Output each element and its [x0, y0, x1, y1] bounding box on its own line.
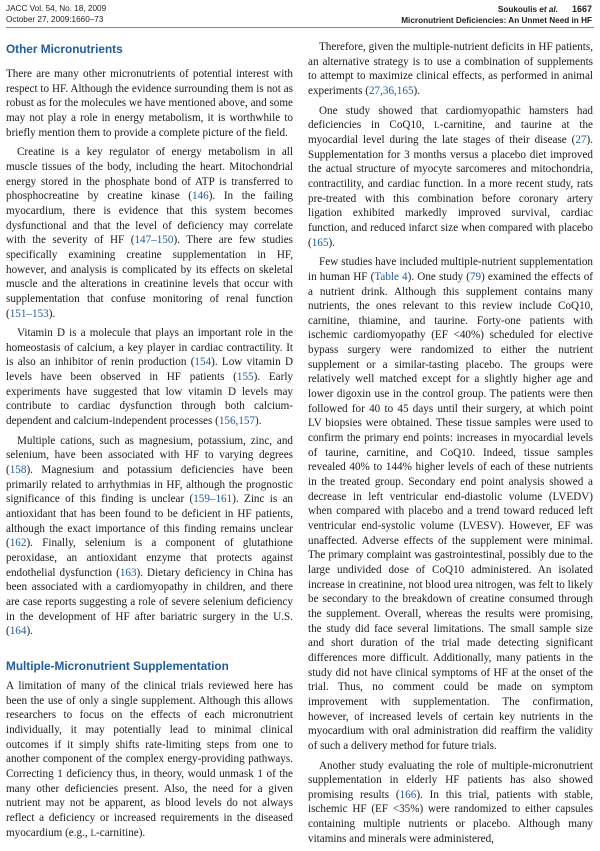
paragraph-cations: Multiple cations, such as magnesium, potassium, zinc, and selenium, have been associated with HF to varying degrees (158). Magnesium and potassium deficiencies have been primarily related to arrhythmias in HF, although the prognostic significance of this finding is unclear (159–161). Zinc is an antioxidant that has been found to be deficient in HF patients, although the exact importance of this finding remains unclear (162). Finally, selenium is a component of glutathione peroxidase, an antioxidant enzyme that protects against endothelial dysfunction (163). Dietary deficiency in China has been associated with a cardiomyopathy in children, and there are case reports suggesting a role of severe selenium deficiency in the development of HF after bariatric surgery in the U.S. (164). — [6, 434, 294, 638]
journal-citation — [6, 4, 106, 25]
paragraph-elderly-study: Another study evaluating the role of multiple-micronutrient supplementation in elderly HF patients has also showed promising results (166). In this trial, patients with stable, ischemic HF (EF <35%) were randomized to either capsules containing multiple nutrients or placebo. Although many vitamins and minerals were administered, — [308, 759, 593, 845]
reference-link[interactable]: 154 — [194, 356, 212, 369]
paragraph-vitamin-d: Vitamin D is a molecule that plays an important role in the homeostasis of calcium, a key player in cardiac contractility. It is also an inhibitor of renin production (154). Low vitamin D levels have been observed in HF patients (155). Early experiments have suggested that low vitamin D levels may contribute to cardiac dysfunction through both calcium-dependent and calcium-independent processes (156,157). — [6, 327, 293, 428]
page-number: 1667 — [571, 4, 592, 14]
section-heading-multiple-micronutrient: Multiple-Micronutrient Supplementation — [6, 658, 229, 673]
paragraph-human-studies: Few studies have included multiple-nutrient supplementation in human HF (Table 4). One study (79) examined the effects of a nutrient drink. Although this supplement contains many nutrients, the ones relevant to this review include CoQ10, carnitine, thiamine, and taurine. Forty-one patients with ischemic cardiomyopathy (EF <40%) scheduled for elective bypass surgery were randomized to either the nutrient supplement or a similar-tasting placebo. The groups were relatively well matched except for a slightly higher age and lower digoxin use in the control group. The patients were then followed for 40 to 45 days until their surgery, at which point LV biopsies were obtained. These tissue samples were used to confirm the primary end points: increases in myocardial levels of taurine, carnitine, and CoQ10. Indeed, tissue samples revealed 40% to 144% higher levels of each of these nutrients in the treated group. Secondary end point analysis showed a decrease in left ventricular end-diastolic volume (LVEDV) when compared with placebo and a trend toward reduced left ventricular end-systolic volume (LVESV). However, EF was unaffected. Adverse effects of the supplement were minimal. The primary complaint was gastrointestinal, possibly due to the large undivided dose of CoQ10 administered. An isolated increase in creatinine, not blood urea nitrogen, was felt to likely be secondary to the breakdown of creatine consumed through the supplement. Overall, whereas the results were promising, the study did face several limitations. The small sample size and short duration of the trial made detecting significant differences more difficult. Additionally, many patients in the study did not have clinical symptoms of HF at the onset of the trial. Thus, no comment could be made on symptom improvement with supplementation. The confirmation, however, of increased levels of certain key nutrients in the myocardium with oral administration did reaffirm the validity of such a delivery method for future trials. — [308, 256, 594, 752]
header-authors-suffix: et al. — [537, 5, 558, 14]
running-title: Micronutrient Deficiencies: An Unmet Need in HF — [401, 15, 592, 25]
reference-link[interactable]: 151–153 — [9, 307, 49, 320]
journal-date-pages: October 27, 2009:1660–73 — [6, 14, 104, 24]
reference-link[interactable]: 164 — [9, 625, 27, 638]
paragraph-multi-intro: A limitation of many of the clinical trials reviewed here has been the use of only a single supplement. Although this allows researchers to focus on the effects of each micronutrient individually, it may potentially lead to minimal clinical outcomes if it simply shifts rate-limiting steps from one to another component of the complex energy-providing pathways. Correcting 1 deficiency thus, in theory, would unmask 1 of the many other deficiencies present. Also, the need for a given nutrient may not be apparent, as blood levels do not always reflect a deficiency or increased requirements in the diseased myocardium (e.g., L-carnitine). — [6, 679, 293, 839]
paragraph-multi-strategy: Therefore, given the multiple-nutrient deficits in HF patients, an alternative strategy is to use a combination of supplements to attempt to maximize clinical effects, as performed in animal experiments (27,36,165). — [308, 41, 593, 97]
header-authors: Soukoulis — [497, 5, 538, 14]
reference-link[interactable]: 165 — [311, 236, 329, 249]
reference-link[interactable]: 156,157 — [218, 415, 256, 428]
paragraph-hamster-study: One study showed that cardiomyopathic hamsters had deficiencies in CoQ10, L-carnitine, and taurine at the myocardial level during the late stages of their disease (27). Supplementation for 3 months versus a placebo diet improved the actual structure of myocyte sarcomeres and mitochondria, contractility, and cardiac function. In a more recent study, rats pre-treated with this combination before coronary artery ligation exhibited markedly improved survival, cardiac function, and reduced infarct size when compared with placebo (165). — [308, 104, 593, 249]
reference-link[interactable]: 162 — [9, 537, 27, 550]
right-column — [308, 40, 593, 851]
reference-link[interactable]: 79 — [469, 270, 482, 283]
reference-link[interactable]: 166 — [399, 788, 417, 801]
paragraph-creatine: Creatine is a key regulator of energy metabolism in all muscle tissues of the body, including the heart. Mitochondrial energy stored in the phosphate bond of ATP is transferred to phosphocreatine by creatine kinase (146). In the failing myocardium, there is evidence that this system becomes dysfunctional and that the level of deficiency may correlate with the severity of HF (147–150). There are few studies specifically examining creatine supplementation in HF, however, and analysis is complicated by its effects on skeletal muscle and the alterations in creatinine levels that occur with supplementation that confuse monitoring of renal function (151–153). — [6, 146, 293, 320]
left-column — [6, 38, 293, 845]
reference-link[interactable]: 27,36,165 — [368, 84, 414, 97]
reference-link[interactable]: 155 — [236, 371, 254, 384]
reference-link[interactable]: 147–150 — [134, 234, 174, 247]
running-header — [401, 4, 592, 26]
reference-link[interactable]: 159–161 — [193, 493, 233, 506]
header-divider — [6, 27, 594, 28]
reference-link[interactable]: 163 — [119, 566, 137, 579]
reference-link[interactable]: 146 — [192, 190, 209, 203]
journal-volume: JACC Vol. 54, No. 18, 2009 — [6, 4, 107, 13]
table-reference-link[interactable]: Table 4 — [374, 270, 408, 283]
section-heading-other-micronutrients: Other Micronutrients — [6, 42, 123, 56]
paragraph-intro: There are many other micronutrients of potential interest with respect to HF. Although the evidence surrounding them is not as robust as for the molecules we have mentioned above, and some may not play a role in energy metabolism, it is worthwhile to briefly mention them to provide a complete picture of the field. — [6, 68, 293, 139]
reference-link[interactable]: 158 — [9, 464, 27, 477]
reference-link[interactable]: 27 — [575, 133, 587, 146]
